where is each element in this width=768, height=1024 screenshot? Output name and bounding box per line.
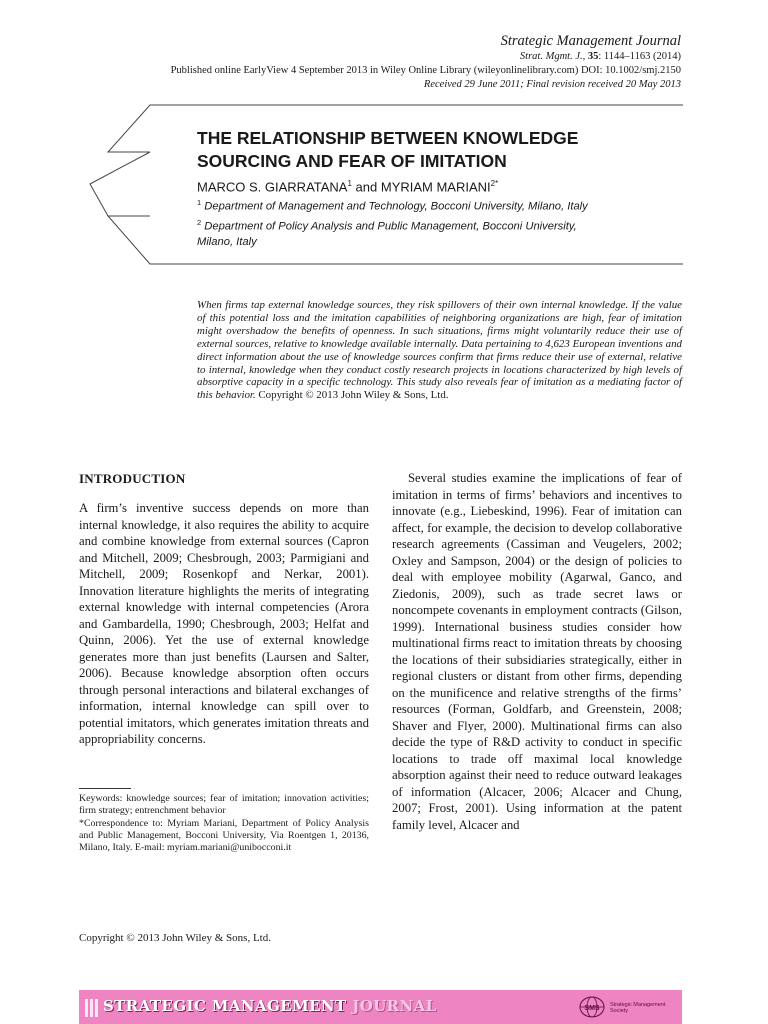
banner-journal-name	[103, 997, 437, 1015]
footnote-rule	[79, 788, 131, 789]
citation-line: Strat. Mgmt. J., 35: 1144–1163 (2014)	[519, 51, 681, 62]
banner-name-main: STRATEGIC MANAGEMENT	[103, 997, 353, 1015]
author-2-affil-mark: 2*	[490, 179, 499, 188]
author-and: and	[351, 179, 381, 195]
affiliation-1	[197, 195, 667, 215]
society-name: Strategic Management Society	[610, 1002, 666, 1014]
body-paragraph: A firm’s inventive success depends on more than internal knowledge, it also requires the ability to acquire and combine knowledge from external sources (Capron and Mitchell, 2009; Chesbrough, 2003; Parmigiani and Mitchell, 2009; Rosenkopf and Nerkar, 2001). Innovation literature highlights the merits of integrating external knowledge with internal competencies (Arora and Gambardella, 1990; Chesbrough, 2003; Helfat and Quinn, 2006). Yet the use of external knowledge generates more than just benefits (Laursen and Salter, 2006). Because knowledge absorption often occurs through personal interactions and bilateral exchanges of information, internal knowledge can spill over to potential imitators, which generates imitation threats and appropriability concerns.	[79, 501, 369, 746]
received-date: Received 29 June 2011	[423, 79, 521, 90]
article-title-line1: THE RELATIONSHIP BETWEEN KNOWLEDGE	[197, 128, 579, 148]
right-column	[392, 470, 682, 833]
affiliations	[197, 195, 667, 251]
author-2: MYRIAM MARIANI	[380, 179, 491, 195]
affiliation-2-cont: Milano, Italy	[197, 236, 257, 249]
author-1-affil-mark: 1	[347, 179, 352, 188]
affiliation-2-text: Department of Policy Analysis and Public Management, Bocconi University,	[204, 220, 577, 233]
copyright-notice: Copyright © 2013 John Wiley & Sons, Ltd.	[79, 932, 271, 944]
citation-pages: : 1144–1163 (2014)	[598, 51, 681, 62]
affiliation-2-mark: 2	[197, 218, 202, 228]
article-title	[197, 127, 677, 173]
article-title-line2: SOURCING AND FEAR OF IMITATION	[197, 151, 507, 171]
banner-stripes-icon	[85, 999, 101, 1017]
author-1: MARCO S. GIARRATANA	[197, 179, 348, 195]
body-paragraph: Several studies examine the implications of fear of imitation in terms of firms’ behaviors and incentives to innovate (e.g., Liebeskind, 1996). Fear of imitation can affect, for example, the decision to develop collaborative research agreements (Cassiman and Veugelers, 2002; Oxley and Sampson, 2004) or the design of policies to deal with employee mobility (Agarwal, Ganco, and Ziedonis, 2009), such as trade secret laws or noncompete covenants in employment contracts (Gilson, 1999). International business studies consider how multinational firms react to imitation threats by choosing the locations of their subsidiaries strategically, either in regional clusters or distant from other firms, depending on the munificence and relative strengths of the firms’ resources (Forman, Goldfarb, and Greenstein, 2008; Shaver and Flyer, 2000). Multinational firms can also decide the type of R&D activity to conduct in specific locations to trade off maximal local knowledge absorption against their need to reduce outward leakages of information (Alcacer, 2006; Alcacer and Chung, 2007; Frost, 2001). Using information at the patent family level, Alcacer and	[392, 471, 682, 832]
banner-name-journal: JOURNAL	[352, 997, 437, 1015]
society-logo-text: SMS	[584, 1005, 600, 1012]
abstract-copyright: Copyright © 2013 John Wiley & Sons, Ltd.	[258, 389, 449, 402]
left-column	[79, 470, 369, 748]
society-globe-logo-icon	[579, 996, 605, 1018]
affiliation-1-text: Department of Management and Technology, Bocconi University, Milano, Italy	[204, 200, 588, 213]
journal-name: Strategic Management Journal	[500, 33, 681, 49]
journal-banner	[79, 990, 682, 1024]
affiliation-2	[197, 215, 667, 235]
abstract-text: When firms tap external knowledge sources, they risk spillovers of their own internal knowledge. If the value of this potential loss and the imitation capabilities of neighboring organizations are high, fear of imitation might overshadow the benefits of openness. In such situations, firms might voluntarily reduce their use of external sources, relative to knowledge available internally. Data pertaining to 4,623 European inventions and direct information about the use of knowledge sources confirm that firms reduce their use of external, relative to internal, knowledge when they conduct costly research projects in locations characterized by high levels of absorptive capacity in a specific technology. This study also reveals fear of imitation as a mediating factor of this behavior.	[197, 299, 682, 402]
published-line: Published online EarlyView 4 September 2013 in Wiley Online Library (wileyonlinelibrary.com) DOI: 10.1002/smj.2150	[170, 65, 681, 76]
citation-prefix: Strat. Mgmt. J.	[519, 51, 583, 62]
keywords: Keywords: knowledge sources; fear of imitation; innovation activities; firm strategy; entrenchment behavior	[79, 793, 369, 817]
abstract	[197, 299, 682, 402]
footnotes	[79, 793, 369, 854]
revision-date: ; Final revision received 20 May 2013	[520, 79, 681, 90]
correspondence-note: *Correspondence to: Myriam Mariani, Department of Policy Analysis and Public Management, Bocconi University, Via Roentgen 1, 20136, Milano, Italy. E-mail: myriam.mariani@unibocconi.it	[79, 817, 369, 854]
citation-volume: 35	[587, 51, 599, 62]
author-list	[197, 179, 498, 194]
section-heading-introduction: INTRODUCTION	[79, 471, 186, 486]
affiliation-1-mark: 1	[197, 198, 202, 207]
